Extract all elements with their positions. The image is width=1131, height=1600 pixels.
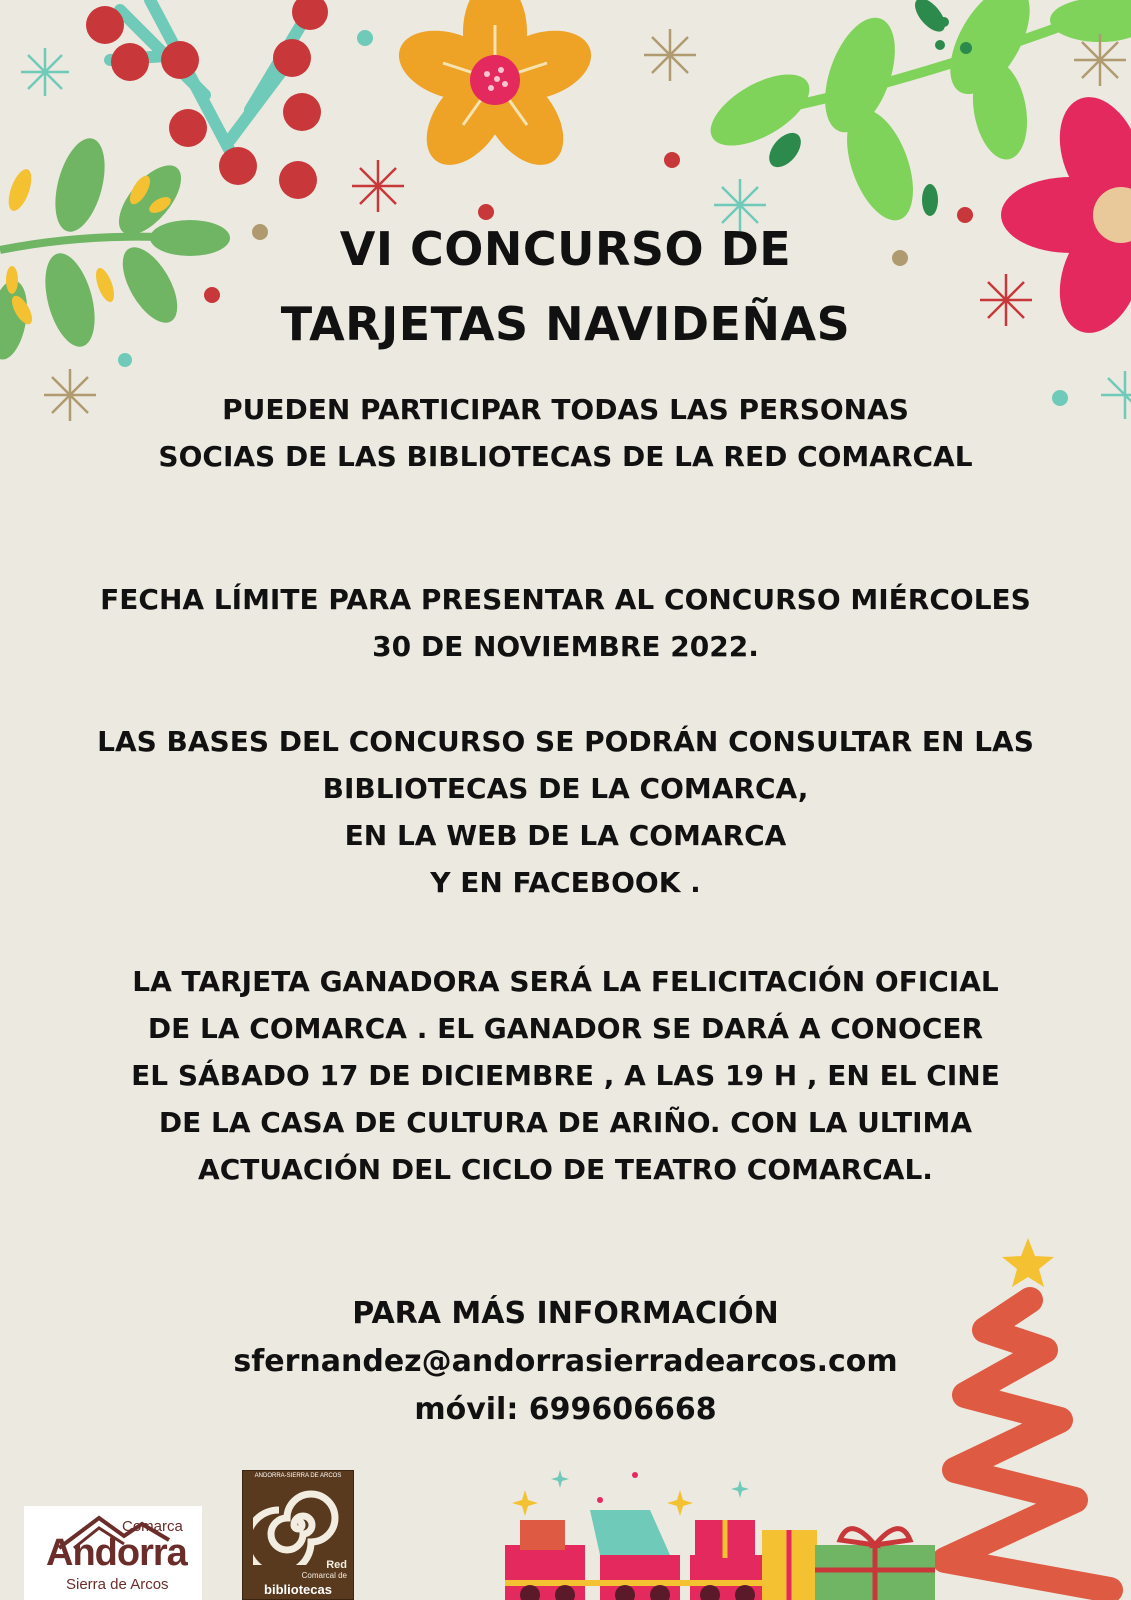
- rules-line-1: LAS BASES DEL CONCURSO SE PODRÁN CONSULTAR EN LAS: [97, 725, 1034, 758]
- berry-branch-icon: [86, 0, 328, 199]
- subtitle-line-1: PUEDEN PARTICIPAR TODAS LAS PERSONAS: [222, 393, 909, 426]
- rules-line-4: Y EN FACEBOOK .: [430, 866, 701, 899]
- toy-train-icon: [505, 1510, 765, 1600]
- logo2-comarcal-text: Comarcal de: [301, 1571, 347, 1580]
- orange-flower-icon: [390, 0, 600, 180]
- deadline-paragraph: [0, 576, 1131, 670]
- prize-line-4: DE LA CASA DE CULTURA DE ARIÑO. CON LA ULTIMA: [158, 1106, 973, 1139]
- logo2-bibliotecas-text: bibliotecas: [264, 1582, 332, 1597]
- logo-comarca-text: Comarca: [122, 1518, 183, 1535]
- prize-line-5: ACTUACIÓN DEL CICLO DE TEATRO COMARCAL.: [198, 1153, 933, 1186]
- comarca-andorra-logo: [24, 1506, 202, 1600]
- prize-line-2: DE LA COMARCA . EL GANADOR SE DARÁ A CONOCER: [147, 1012, 984, 1045]
- deadline-line-1: FECHA LÍMITE PARA PRESENTAR AL CONCURSO MIÉRCOLES: [100, 583, 1031, 616]
- subtitle-line-2: SOCIAS DE LAS BIBLIOTECAS DE LA RED COMARCAL: [158, 440, 973, 473]
- prize-line-3: EL SÁBADO 17 DE DICIEMBRE , A LAS 19 H , EN EL CINE: [131, 1059, 1000, 1092]
- spiral-logo-icon: [253, 1485, 343, 1565]
- contact-email[interactable]: sfernandez@andorrasierradearcos.com: [233, 1344, 898, 1379]
- prize-paragraph: [0, 958, 1131, 1193]
- gift-boxes-icon: [762, 1529, 935, 1600]
- contact-info: [0, 1290, 1131, 1434]
- prize-line-1: LA TARJETA GANADORA SERÁ LA FELICITACIÓN OFICIAL: [132, 965, 999, 998]
- contact-heading: PARA MÁS INFORMACIÓN: [352, 1296, 779, 1331]
- rules-line-2: BIBLIOTECAS DE LA COMARCA,: [322, 772, 809, 805]
- title-line-2: TARJETAS NAVIDEÑAS: [280, 297, 851, 351]
- logo2-red-text: Red: [326, 1559, 347, 1571]
- red-bibliotecas-logo: [242, 1470, 354, 1600]
- logo-andorra-text: Andorra: [46, 1532, 187, 1574]
- logo2-header-text: ANDORRA-SIERRA DE ARCOS: [254, 1473, 342, 1479]
- small-stars-icon: [512, 1470, 749, 1516]
- deadline-line-2: 30 DE NOVIEMBRE 2022.: [372, 630, 759, 663]
- participants-subtitle: [0, 386, 1131, 480]
- rules-paragraph: [0, 718, 1131, 906]
- title-line-1: VI CONCURSO DE: [339, 222, 792, 276]
- contact-phone: móvil: 699606668: [414, 1392, 717, 1427]
- rules-line-3: EN LA WEB DE LA COMARCA: [344, 819, 787, 852]
- poster-title: [0, 212, 1131, 362]
- logo-sierra-text: Sierra de Arcos: [66, 1576, 169, 1593]
